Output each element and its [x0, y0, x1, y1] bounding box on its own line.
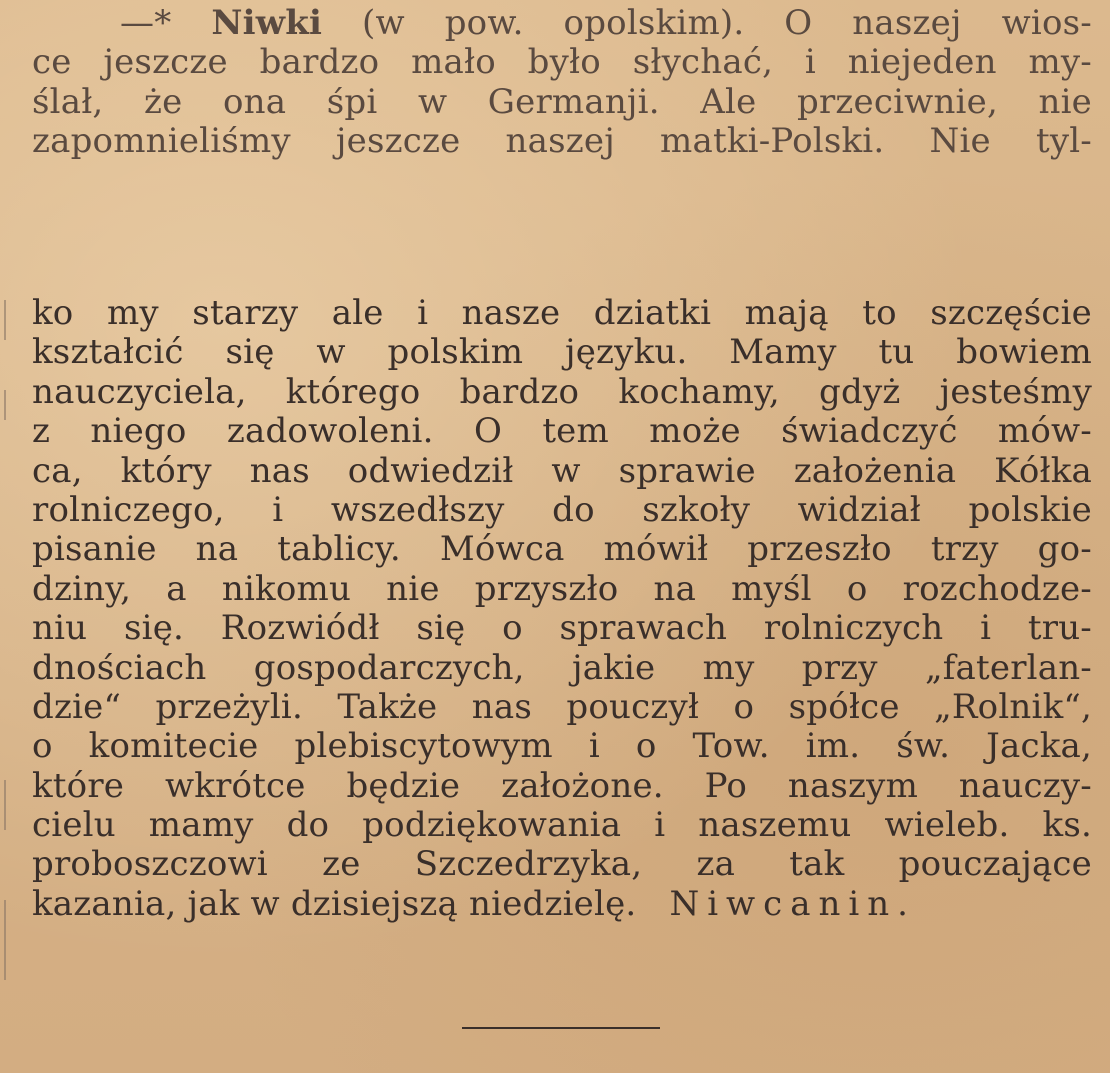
- author-signature: Niwcanin.: [669, 883, 916, 924]
- margin-mark: [4, 780, 6, 830]
- text-line: dziny, a nikomu nie przyszło na myśl o rozchodze-: [32, 568, 1092, 609]
- text-line: które wkrótce będzie założone. Po naszym nauczy-: [32, 765, 1092, 806]
- text-line-last: kazania, jak w dzisiejszą niedzielę. Niwcanin.: [32, 883, 916, 924]
- text-line: ślał, że ona śpi w Germanji. Ale przeciwnie, nie: [32, 81, 1092, 122]
- margin-mark: [4, 300, 6, 340]
- article-heading: Niwki: [211, 3, 323, 43]
- text-line: ce jeszcze bardzo mało było słychać, i niejeden my-: [32, 42, 1092, 83]
- text-line: proboszczowi ze Szczedrzyka, za tak pouczające: [32, 844, 1092, 885]
- text-line: ca, który nas odwiedził w sprawie założenia Kółka: [32, 450, 1092, 491]
- text-line: dzie“ przeżyli. Także nas pouczył o spółce „Rolnik“,: [32, 686, 1092, 727]
- article-top-block: [32, 4, 1092, 162]
- text-line: cielu mamy do podziękowania i naszemu wieleb. ks.: [32, 805, 1092, 846]
- text-line: zapomnieliśmy jeszcze naszej matki-Polski. Nie tyl-: [32, 121, 1092, 162]
- margin-mark: [4, 390, 6, 420]
- article-main-block: [32, 294, 1092, 924]
- text-line: kształcić się w polskim języku. Mamy tu bowiem: [32, 332, 1092, 373]
- text-line: z niego zadowoleni. O tem może świadczyć mów-: [32, 411, 1092, 452]
- text-line: niu się. Rozwiódł się o sprawach rolniczych i tru-: [32, 608, 1092, 649]
- margin-mark: [4, 900, 6, 980]
- text-line: pisanie na tablicy. Mówca mówił przeszło trzy go-: [32, 529, 1092, 570]
- text-line: o komitecie plebiscytowym i o Tow. im. św. Jacka,: [32, 726, 1092, 767]
- text-line: rolniczego, i wszedłszy do szkoły widział polskie: [32, 489, 1092, 530]
- text-line: dnościach gospodarczych, jakie my przy „faterlan-: [32, 647, 1092, 688]
- text-line: —* Niwki (w pow. opolskim). O naszej wios-: [120, 3, 1092, 43]
- text-line: ko my starzy ale i nasze dziatki mają to szczęście: [32, 293, 1092, 333]
- text-line: nauczyciela, którego bardzo kochamy, gdyż jesteśmy: [32, 371, 1092, 412]
- section-divider: [462, 1027, 660, 1029]
